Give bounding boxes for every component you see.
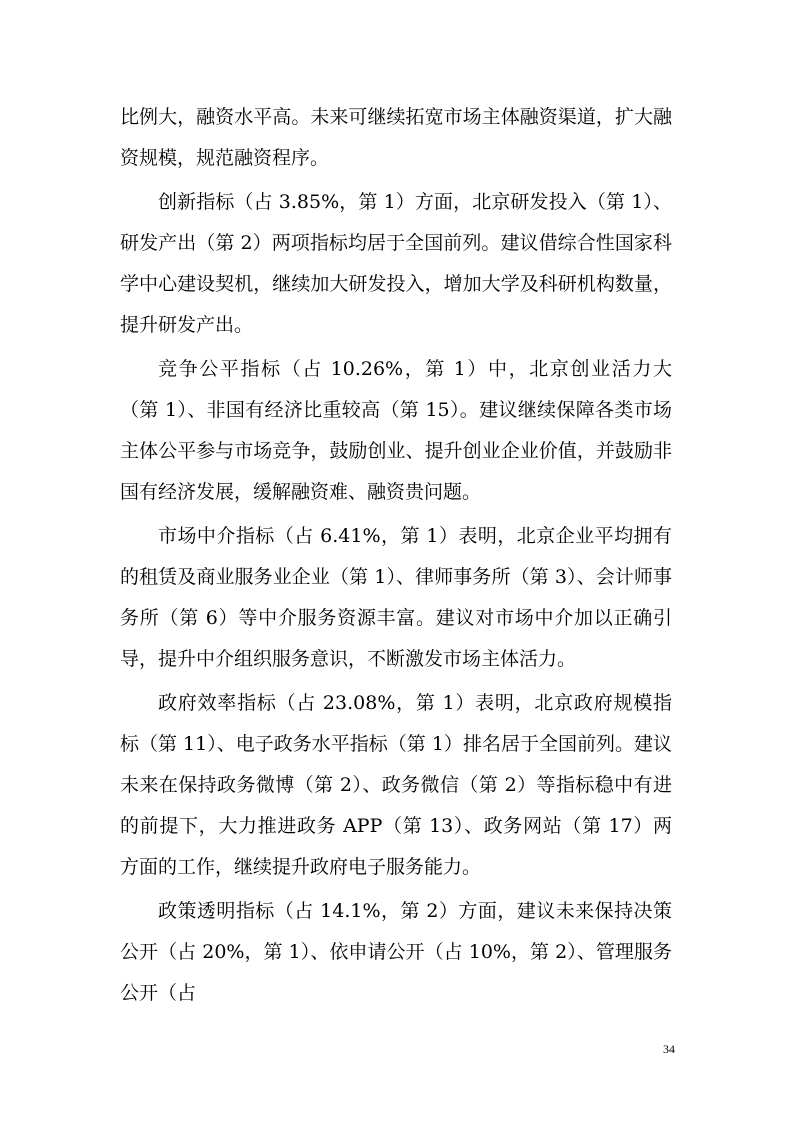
paragraph-policy-transparency-indicator: 政策透明指标（占 14.1%，第 2）方面，建议未来保持决策公开（占 20%，第 1）、依申请公开（占 10%，第 2）、管理服务公开（占 bbox=[120, 900, 672, 1004]
paragraph-government-efficiency-indicator: 政府效率指标（占 23.08%，第 1）表明，北京政府规模指标（第 11）、电子政务水平指标（第 1）排名居于全国前列。建议未来在保持政务微博（第 2）、政务微信（第 2）等指标稳中有进的前提下，大力推进政务 APP（第 13）、政务网站（第 17）两方面的工作，继续提升政府电子服务能力。 bbox=[120, 692, 672, 878]
paragraph-market-intermediary-indicator: 市场中介指标（占 6.41%，第 1）表明，北京企业平均拥有的租赁及商业服务业企业（第 1）、律师事务所（第 3）、会计师事务所（第 6）等中介服务资源丰富。建议对市场中介加以正确引导，提升中介组织服务意识，不断激发市场主体活力。 bbox=[120, 525, 672, 670]
body-text bbox=[120, 97, 672, 1017]
paragraph-innovation-indicator: 创新指标（占 3.85%，第 1）方面，北京研发投入（第 1）、研发产出（第 2）两项指标均居于全国前列。建议借综合性国家科学中心建设契机，继续加大研发投入，增加大学及科研机构数量，提升研发产出。 bbox=[120, 191, 672, 336]
page-number: 34 bbox=[663, 1042, 675, 1056]
paragraph-continuation: 比例大，融资水平高。未来可继续拓宽市场主体融资渠道，扩大融资规模，规范融资程序。 bbox=[120, 106, 672, 169]
paragraph-fair-competition-indicator: 竞争公平指标（占 10.26%，第 1）中，北京创业活力大（第 1）、非国有经济比重较高（第 15）。建议继续保障各类市场主体公平参与市场竞争，鼓励创业、提升创业企业价值，并鼓励非国有经济发展，缓解融资难、融资贵问题。 bbox=[120, 358, 672, 503]
